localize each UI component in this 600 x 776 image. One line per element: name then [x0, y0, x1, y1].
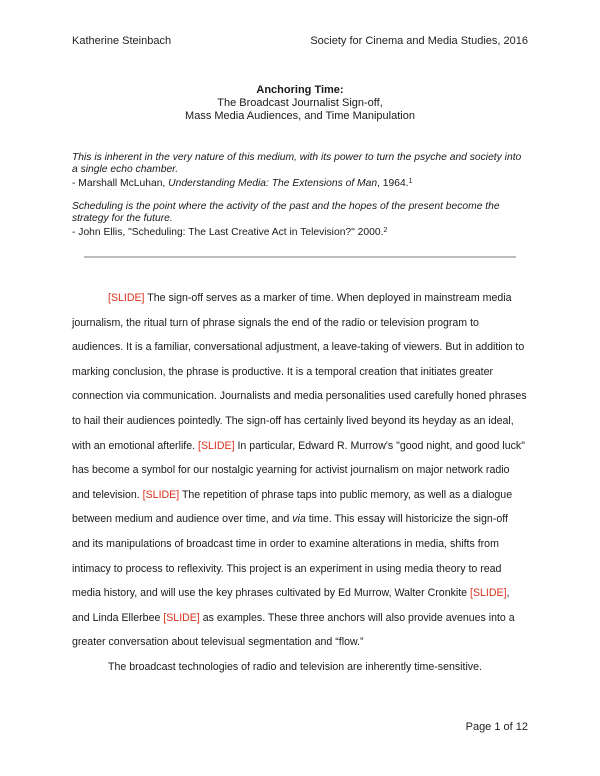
document-subtitle-line-1: The Broadcast Journalist Sign-off,	[217, 97, 383, 109]
footnote-marker[interactable]: 2	[383, 227, 388, 234]
attribution-work: Understanding Media: The Extensions of Man	[168, 178, 378, 189]
epigraphs	[72, 152, 528, 250]
epigraph-quote: Scheduling is the point where the activity of the past and the hopes of the present become the strategy for the future.	[72, 201, 500, 224]
slide-marker: [SLIDE]	[163, 611, 200, 624]
paragraph-2: The broadcast technologies of radio and television are inherently time-sensitive.	[108, 660, 482, 673]
paragraph-text: time. This essay will historicize the sign-off and its manipulations of broadcast time in order to examine alterations in media, shifts from intimacy to process to reflexivity. This project is an experiment in using media theory to read media history, and will use the key phrases cultivated by Ed Murrow, Walter Cronkite	[72, 513, 508, 600]
attribution-author: - Marshall McLuhan,	[72, 178, 169, 189]
attribution-year: , 1964.	[377, 178, 409, 189]
slide-marker: [SLIDE]	[470, 587, 507, 600]
body-text	[72, 286, 528, 680]
epigraph-attribution	[72, 225, 528, 239]
emphasis-text: via	[292, 513, 306, 526]
title-block	[72, 84, 528, 123]
paragraph-text: The sign-off serves as a marker of time. When deployed in mainstream media journalism, the ritual turn of phrase signals the end of the radio or television program to audiences. It is a familiar, conversational adjustment, a leave-taking of viewers. But in addition to marking conclusion, the phrase is productive. It is a temporal creation that initiates greater connection via communication. Journalists and media personalities used carefully honed phrases to hail their audiences pointedly. The sign-off has certainly lived beyond its heyday as an ideal, with an emotional afterlife.	[72, 292, 527, 452]
section-divider	[84, 256, 516, 258]
header-conference: Society for Cinema and Media Studies, 2016	[310, 35, 528, 47]
document-subtitle-line-2: Mass Media Audiences, and Time Manipulation	[185, 110, 415, 122]
header-author: Katherine Steinbach	[72, 35, 172, 47]
slide-marker: [SLIDE]	[142, 488, 180, 501]
slide-marker: [SLIDE]	[198, 439, 235, 452]
paragraph-text: as examples. These three anchors will also provide avenues into a greater conversation about televisual segmentation and “flow.”	[72, 611, 515, 649]
page-number: Page 1 of 12	[465, 721, 528, 733]
attribution-text: - John Ellis, "Scheduling: The Last Creative Act in Television?" 2000.	[72, 227, 384, 238]
epigraph-quote: This is inherent in the very nature of this medium, with its power to turn the psyche and society into a single echo chamber.	[72, 152, 522, 175]
epigraph-ellis	[72, 201, 528, 239]
running-header	[72, 35, 528, 47]
paragraph-text: In particular, Edward R. Murrow's "good night, and good luck" has become a symbol for our nostalgic yearning for activist journalism on major network radio and television.	[72, 439, 525, 501]
document-title: Anchoring Time:	[256, 84, 344, 96]
paragraph-text: The repetition of phrase taps into public memory, as well as a dialogue between medium and audience over time, and	[72, 488, 513, 526]
slide-marker: [SLIDE]	[108, 292, 145, 304]
epigraph-mcluhan	[72, 152, 528, 190]
paragraph-text: , and Linda Ellerbee	[72, 587, 510, 624]
epigraph-attribution	[72, 176, 528, 190]
footnote-marker[interactable]: 1	[408, 178, 413, 185]
paragraph-1	[72, 286, 528, 655]
